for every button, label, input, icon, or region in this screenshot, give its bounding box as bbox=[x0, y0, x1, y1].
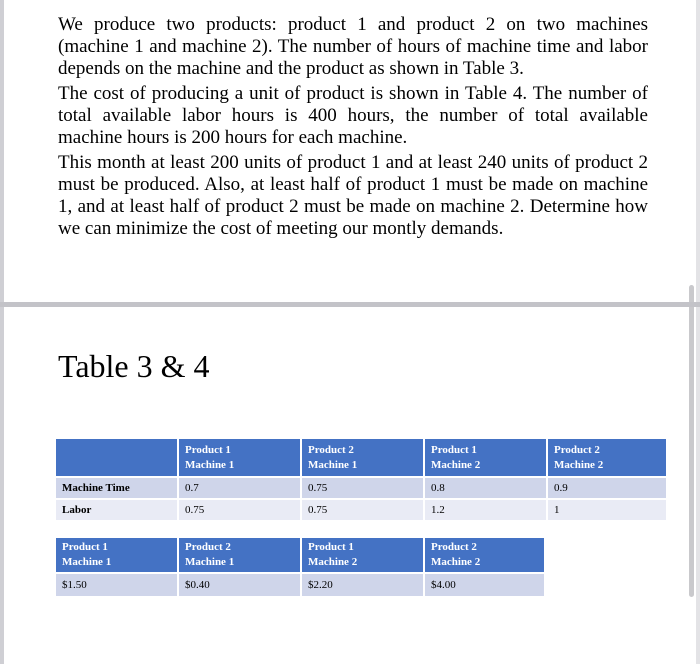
header-product: Product 2 bbox=[308, 443, 354, 456]
table-cell: 0.75 bbox=[302, 500, 425, 522]
table-cell: 1.2 bbox=[425, 500, 548, 522]
header-machine: Machine 2 bbox=[431, 556, 481, 568]
table-header-cell bbox=[425, 538, 546, 574]
table-3-machine-time-labor bbox=[56, 439, 668, 522]
header-product: Product 1 bbox=[185, 443, 231, 456]
table-header-cell bbox=[548, 439, 668, 478]
table-cell: $0.40 bbox=[179, 574, 302, 598]
header-machine: Machine 1 bbox=[185, 556, 235, 568]
row-label: Labor bbox=[56, 500, 179, 522]
header-machine: Machine 1 bbox=[308, 458, 358, 471]
table-header-cell bbox=[302, 538, 425, 574]
table-header-row bbox=[56, 439, 668, 478]
header-machine: Machine 2 bbox=[308, 556, 358, 568]
scrollbar-thumb[interactable] bbox=[689, 285, 694, 597]
left-border bbox=[0, 0, 4, 664]
header-product: Product 1 bbox=[308, 541, 354, 553]
table-header-row bbox=[56, 538, 546, 574]
header-machine: Machine 2 bbox=[554, 458, 604, 471]
section-divider bbox=[0, 302, 700, 307]
table-cell: $1.50 bbox=[56, 574, 179, 598]
header-product: Product 1 bbox=[431, 443, 477, 456]
problem-paragraph-3: This month at least 200 units of product 1 and at least 240 units of product 2 must be produced. Also, at least half of product 1 must be made on machine 1, and at least half of product 2 must be made on machine 2. Determine how we can minimize the cost of meeting our montly demands. bbox=[58, 152, 648, 239]
problem-paragraph-1: We produce two products: product 1 and product 2 on two machines (machine 1 and machine 2). The number of hours of machine time and labor depends on the machine and the product as shown in Table 3. bbox=[58, 14, 648, 79]
table-cell: 0.75 bbox=[179, 500, 302, 522]
header-machine: Machine 1 bbox=[62, 556, 112, 568]
table-header-cell bbox=[179, 439, 302, 478]
table-header-cell bbox=[56, 538, 179, 574]
table-row-machine-time bbox=[56, 478, 668, 500]
right-border bbox=[696, 0, 700, 664]
table-header-cell bbox=[425, 439, 548, 478]
table-cell: 0.75 bbox=[302, 478, 425, 500]
table-header-cell bbox=[302, 439, 425, 478]
header-product: Product 2 bbox=[554, 443, 600, 456]
table-row-labor bbox=[56, 500, 668, 522]
header-machine: Machine 1 bbox=[185, 458, 235, 471]
table-cell: 0.9 bbox=[548, 478, 668, 500]
problem-statement bbox=[58, 14, 648, 243]
table-cell: 1 bbox=[548, 500, 668, 522]
header-product: Product 1 bbox=[62, 541, 108, 553]
table-title: Table 3 & 4 bbox=[58, 348, 210, 384]
table-cell: 0.8 bbox=[425, 478, 548, 500]
table-corner-cell bbox=[56, 439, 179, 478]
header-product: Product 2 bbox=[185, 541, 231, 553]
table-cell: $4.00 bbox=[425, 574, 546, 598]
table-row-cost bbox=[56, 574, 546, 598]
table-cell: 0.7 bbox=[179, 478, 302, 500]
header-product: Product 2 bbox=[431, 541, 477, 553]
row-label: Machine Time bbox=[56, 478, 179, 500]
table-4-unit-cost bbox=[56, 538, 546, 598]
problem-paragraph-2: The cost of producing a unit of product is shown in Table 4. The number of total available labor hours is 400 hours, the number of total available machine hours is 200 hours for each machine. bbox=[58, 83, 648, 148]
table-cell: $2.20 bbox=[302, 574, 425, 598]
header-machine: Machine 2 bbox=[431, 458, 481, 471]
table-header-cell bbox=[179, 538, 302, 574]
